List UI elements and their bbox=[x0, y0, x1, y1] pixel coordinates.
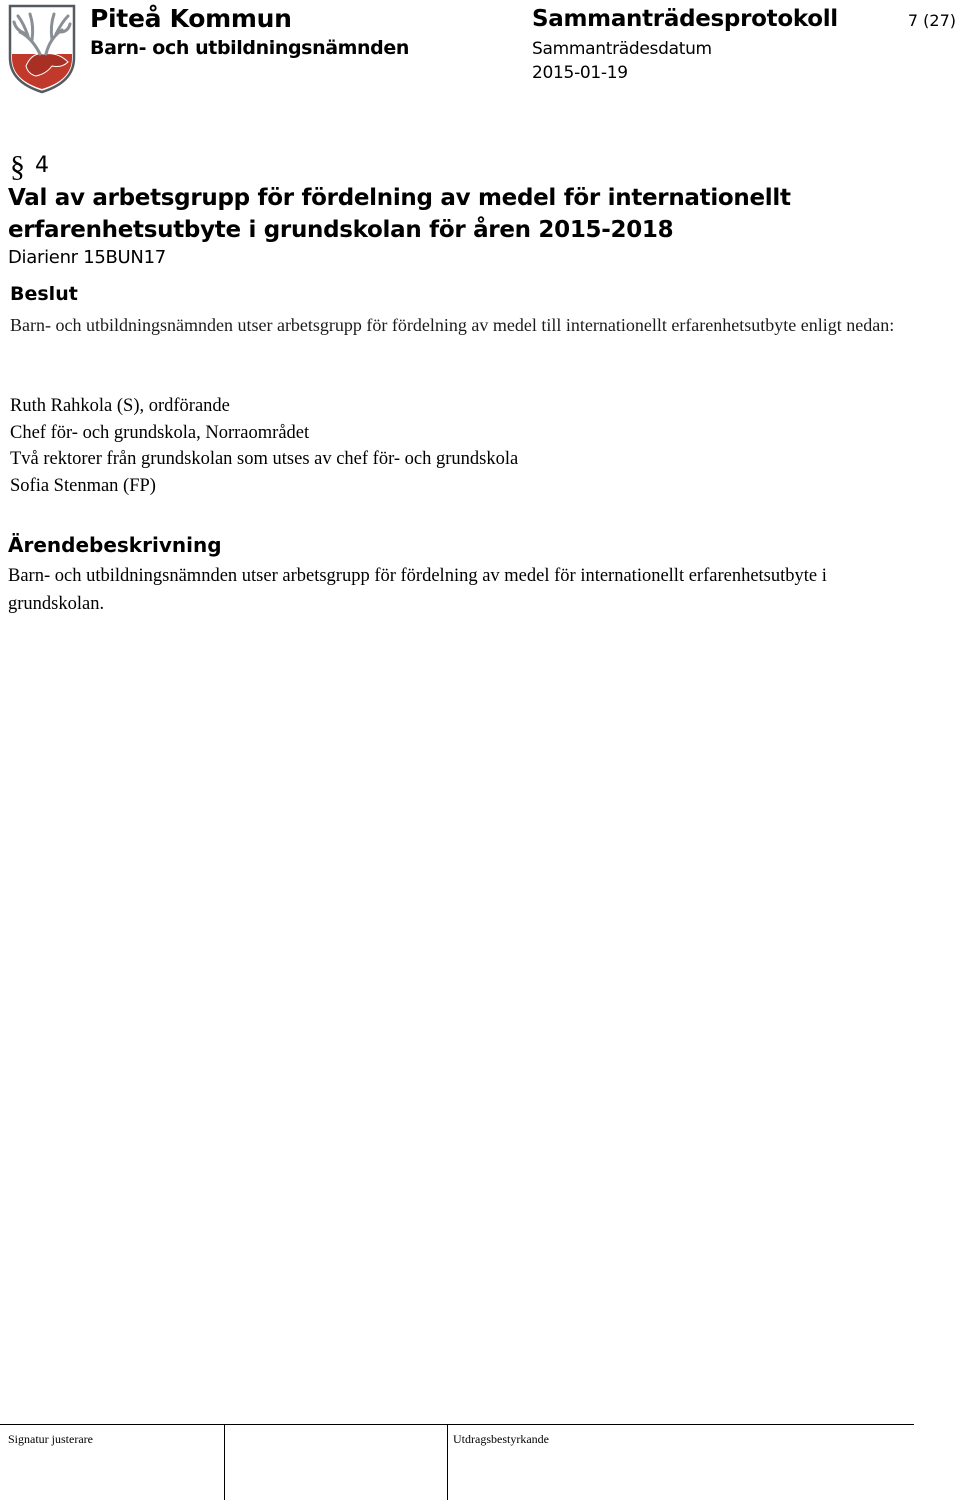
member-list bbox=[10, 393, 910, 499]
reindeer-coat-of-arms-icon bbox=[6, 2, 78, 94]
document-type: Sammanträdesprotokoll bbox=[532, 6, 838, 32]
list-item: Chef för- och grundskola, Norraområdet bbox=[10, 422, 310, 443]
page-number: 7 (27) bbox=[907, 11, 956, 30]
case-description-text: Barn- och utbildningsnämnden utser arbetsgrupp för fördelning av medel för internationellt erfarenhetsutbyte i grundskolan. bbox=[8, 566, 827, 614]
certification-label: Utdragsbestyrkande bbox=[453, 1432, 549, 1446]
paragraph-number-value: 4 bbox=[35, 153, 49, 178]
decision-text: Barn- och utbildningsnämnden utser arbetsgrupp för fördelning av medel till internationellt erfarenhetsutbyte enligt nedan: bbox=[10, 315, 895, 335]
footer-column-divider bbox=[224, 1424, 225, 1500]
list-item: Sofia Stenman (FP) bbox=[10, 475, 156, 496]
footer-divider-line bbox=[0, 1424, 914, 1425]
paragraph-number bbox=[10, 150, 49, 184]
meeting-date-label: Sammanträdesdatum bbox=[532, 39, 712, 59]
list-item: Två rektorer från grundskolan som utses av chef för- och grundskola bbox=[10, 449, 519, 470]
footer-column-divider bbox=[447, 1424, 448, 1500]
case-description-heading: Ärendebeskrivning bbox=[8, 533, 222, 557]
paragraph-sign: § bbox=[10, 150, 25, 183]
decision-heading: Beslut bbox=[10, 283, 78, 305]
committee-name: Barn- och utbildningsnämnden bbox=[90, 37, 409, 59]
meeting-date: 2015-01-19 bbox=[532, 63, 628, 83]
registration-number: Diarienr 15BUN17 bbox=[8, 247, 166, 268]
signature-label: Signatur justerare bbox=[8, 1432, 93, 1446]
list-item: Ruth Rahkola (S), ordförande bbox=[10, 396, 230, 416]
section-title: Val av arbetsgrupp för fördelning av medel för internationellt erfarenhetsutbyte i grundskolan för åren 2015-2018 bbox=[8, 185, 791, 243]
org-name: Piteå Kommun bbox=[90, 4, 292, 33]
